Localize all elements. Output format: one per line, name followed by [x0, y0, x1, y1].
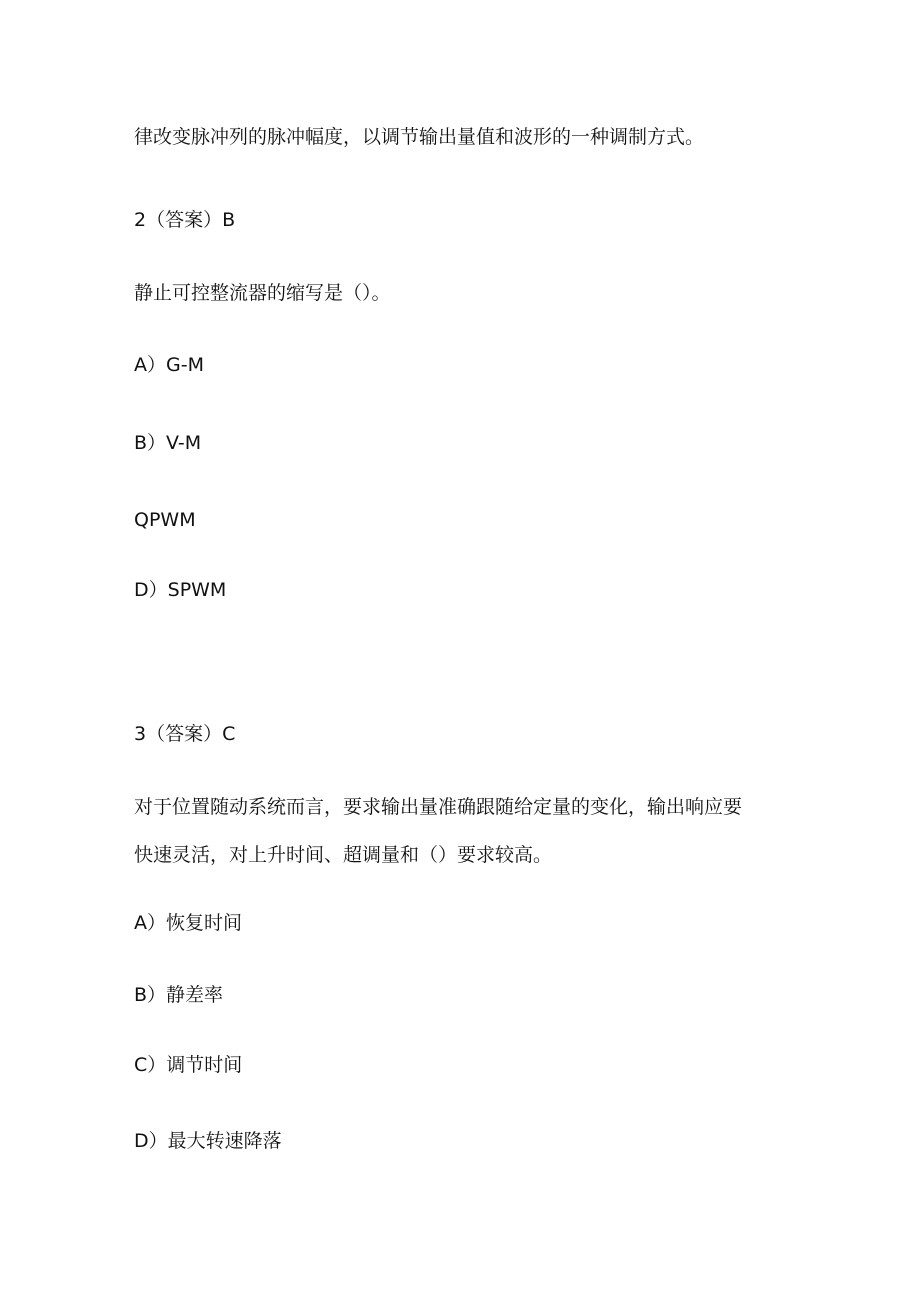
- q3-option-c: C）调节时间: [134, 1054, 243, 1076]
- q3-question-line-2: 快速灵活，对上升时间、超调量和（）要求较高。: [134, 844, 553, 866]
- q2-question-text: 静止可控整流器的缩写是（）。: [134, 282, 391, 304]
- q2-option-c: QPWM: [134, 509, 196, 531]
- q2-option-a: A）G-M: [134, 354, 204, 376]
- q3-question-line-1: 对于位置随动系统而言，要求输出量准确跟随给定量的变化，输出响应要: [134, 796, 743, 818]
- q1-continuation-text: 律改变脉冲列的脉冲幅度，以调节输出量值和波形的一种调制方式。: [134, 126, 705, 148]
- q2-option-b: B）V-M: [134, 432, 202, 454]
- q3-option-d: D）最大转速降落: [134, 1130, 282, 1152]
- q3-answer-label: 3（答案）C: [134, 723, 236, 745]
- q2-answer-label: 2（答案）B: [134, 209, 236, 231]
- q3-option-a: A）恢复时间: [134, 912, 242, 934]
- q3-option-b: B）静差率: [134, 984, 224, 1006]
- q2-option-d: D）SPWM: [134, 579, 227, 601]
